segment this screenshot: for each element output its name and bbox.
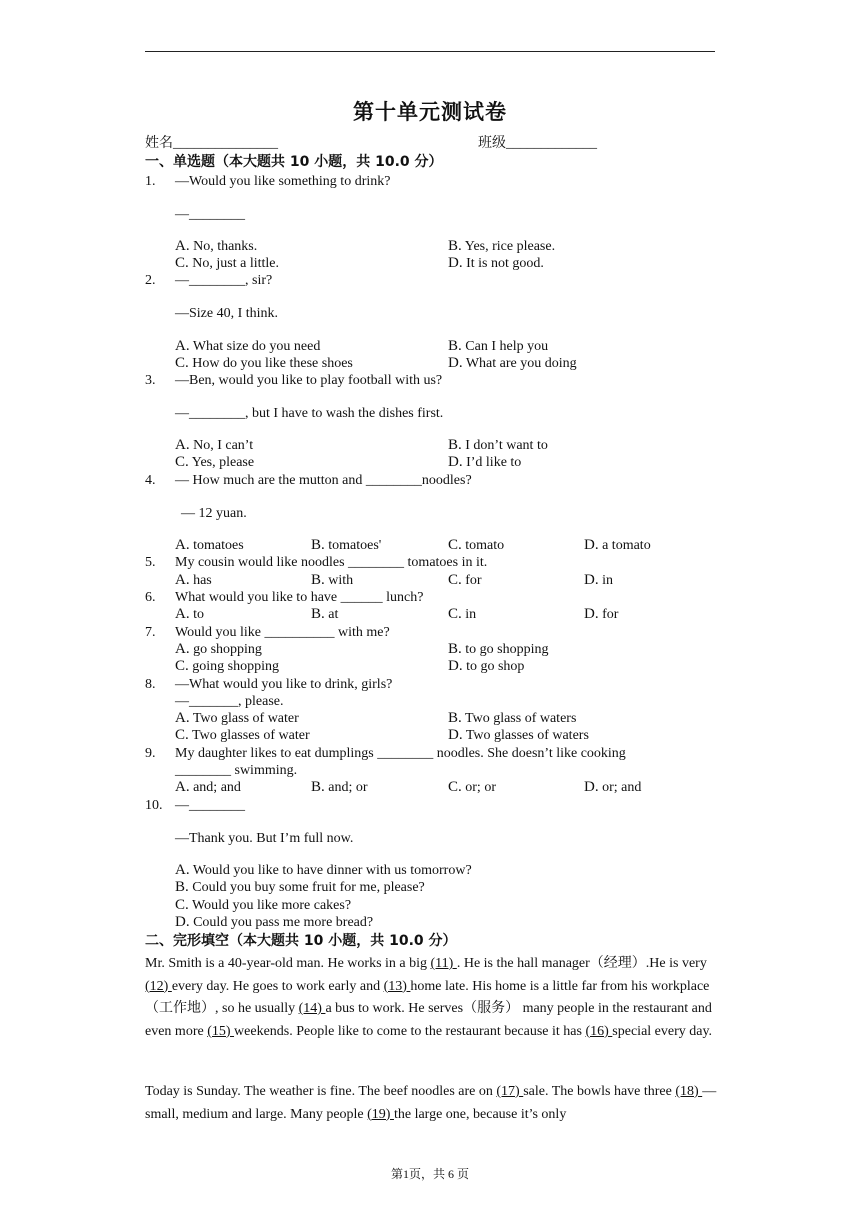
option-d bbox=[448, 658, 524, 675]
option-letter: A. bbox=[175, 338, 190, 354]
option-letter: C. bbox=[175, 454, 189, 470]
question-number: 10. bbox=[145, 798, 163, 813]
question-reply: —Size 40, I think. bbox=[175, 306, 279, 321]
option-text: Could you pass me more bread? bbox=[189, 915, 374, 930]
question-stem: —________, sir? bbox=[175, 273, 273, 288]
option-letter: B. bbox=[311, 572, 325, 588]
option-b bbox=[311, 572, 353, 589]
option-text: or; and bbox=[598, 780, 642, 795]
option-c bbox=[175, 658, 279, 675]
option-a bbox=[175, 779, 241, 796]
option-letter: C. bbox=[175, 255, 189, 271]
option-letter: B. bbox=[448, 238, 462, 254]
section2-header: 二、完形填空（本大题共 10 小题，共 10.0 分） bbox=[145, 933, 457, 949]
option-text: Two glass of waters bbox=[461, 711, 577, 726]
passage-text: . He is the hall manager（经理）.He is very bbox=[456, 956, 707, 971]
option-letter: D. bbox=[448, 255, 463, 271]
cloze-paragraph-2 bbox=[145, 1081, 720, 1126]
option-letter: D. bbox=[584, 572, 599, 588]
question-number: 5. bbox=[145, 555, 156, 570]
option-a bbox=[175, 338, 320, 355]
cloze-blank: (13) bbox=[383, 978, 411, 994]
option-a bbox=[175, 710, 299, 727]
option-text: to bbox=[189, 607, 204, 622]
cloze-blank: (19) bbox=[367, 1106, 394, 1122]
option-d bbox=[584, 537, 651, 554]
option-letter: A. bbox=[175, 779, 190, 795]
option-text: going shopping bbox=[188, 659, 279, 674]
option-b bbox=[448, 437, 548, 454]
option-letter: C. bbox=[448, 606, 462, 622]
question-reply: —_______, please. bbox=[175, 694, 284, 709]
option-letter: B. bbox=[448, 437, 462, 453]
class-field: 班级_____________ bbox=[478, 136, 597, 151]
option-a bbox=[175, 238, 257, 255]
question-number: 8. bbox=[145, 677, 156, 692]
passage-text: a bus to work. He serves（服务） many people in the restaurant and even more bbox=[145, 1001, 712, 1039]
question-number: 1. bbox=[145, 174, 156, 189]
option-a bbox=[175, 606, 204, 623]
option-text: What size do you need bbox=[189, 339, 321, 354]
option-a bbox=[175, 437, 253, 454]
option-letter: D. bbox=[448, 658, 463, 674]
passage-text: weekends. People like to come to the restaurant because it has bbox=[234, 1023, 586, 1039]
question-number: 3. bbox=[145, 373, 156, 388]
option-text: Two glasses of waters bbox=[462, 728, 589, 743]
option-text: has bbox=[189, 573, 212, 588]
option-text: and; or bbox=[324, 780, 368, 795]
option-b bbox=[448, 710, 576, 727]
option-b bbox=[311, 779, 368, 796]
passage-text: the large one, because it’s only bbox=[393, 1106, 567, 1122]
option-letter: A. bbox=[175, 606, 190, 622]
top-rule bbox=[145, 51, 715, 52]
question-stem: My daughter likes to eat dumplings ________ noodles. She doesn’t like cooking bbox=[175, 746, 626, 761]
option-text: in bbox=[461, 607, 477, 622]
passage-text: —small, medium and large. Many people bbox=[145, 1084, 717, 1122]
option-b bbox=[311, 606, 338, 623]
cloze-blank: (11) bbox=[430, 956, 457, 971]
option-d bbox=[448, 255, 544, 272]
option-b bbox=[448, 338, 548, 355]
option-text: in bbox=[598, 573, 613, 588]
option-letter: A. bbox=[175, 710, 190, 726]
option-text: a tomato bbox=[598, 538, 651, 553]
question-reply: —________ bbox=[175, 207, 245, 222]
cloze-blank: (15) bbox=[207, 1023, 235, 1039]
option-d bbox=[584, 779, 641, 796]
passage-text: Today is Sunday. The weather is fine. The beef noodles are on bbox=[145, 1084, 497, 1099]
option-letter: D. bbox=[584, 606, 599, 622]
option-d bbox=[448, 454, 521, 471]
option-letter: A. bbox=[175, 862, 190, 878]
option-letter: D. bbox=[448, 454, 463, 470]
option-letter: C. bbox=[175, 897, 189, 913]
option-letter: C. bbox=[448, 779, 462, 795]
question-reply: — 12 yuan. bbox=[181, 506, 247, 521]
option-letter: B. bbox=[311, 779, 325, 795]
section1-header: 一、单选题（本大题共 10 小题，共 10.0 分） bbox=[145, 154, 443, 170]
option-a bbox=[175, 572, 212, 589]
page-footer: 第1页，共 6 页 bbox=[390, 1167, 469, 1181]
option-text: Could you buy some fruit for me, please? bbox=[188, 880, 425, 895]
option-text: Can I help you bbox=[461, 339, 549, 354]
question-stem: —Ben, would you like to play football with us? bbox=[175, 373, 443, 388]
question-number: 7. bbox=[145, 625, 156, 640]
question-number: 4. bbox=[145, 473, 156, 488]
question-stem: Would you like __________ with me? bbox=[175, 625, 390, 640]
passage-text: sale. The bowls have three bbox=[523, 1084, 676, 1099]
option-b bbox=[175, 879, 425, 896]
option-c bbox=[448, 537, 504, 554]
passage-text: every day. He goes to work early and bbox=[171, 978, 384, 994]
option-text: It is not good. bbox=[462, 256, 544, 271]
cloze-blank: (18) bbox=[675, 1084, 703, 1099]
question-number: 9. bbox=[145, 746, 156, 761]
option-letter: B. bbox=[448, 641, 462, 657]
option-text: tomatoes' bbox=[324, 538, 382, 553]
option-d bbox=[448, 727, 589, 744]
option-letter: B. bbox=[311, 606, 325, 622]
name-field: 姓名_______________ bbox=[145, 136, 278, 151]
option-c bbox=[175, 897, 351, 914]
option-a bbox=[175, 641, 262, 658]
passage-text: home late. His home is a little far from his workplace（工作地）, so he usually bbox=[145, 978, 710, 1017]
option-d bbox=[448, 355, 577, 372]
option-letter: B. bbox=[175, 879, 189, 895]
page-title: 第十单元测试卷 bbox=[353, 100, 507, 124]
option-letter: C. bbox=[448, 537, 462, 553]
cloze-paragraph-1 bbox=[145, 953, 720, 1043]
option-text: Two glasses of water bbox=[188, 728, 310, 743]
option-text: Would you like to have dinner with us tomorrow? bbox=[189, 863, 472, 878]
option-text: with bbox=[324, 573, 354, 588]
option-text: go shopping bbox=[189, 642, 262, 657]
option-letter: A. bbox=[175, 437, 190, 453]
question-stem-continued: ________ swimming. bbox=[175, 763, 298, 778]
option-text: No, just a little. bbox=[188, 256, 279, 271]
option-b bbox=[311, 537, 381, 554]
option-a bbox=[175, 537, 244, 554]
question-stem: —________ bbox=[175, 798, 245, 813]
option-text: or; or bbox=[461, 780, 496, 795]
option-text: tomatoes bbox=[189, 538, 244, 553]
option-c bbox=[448, 606, 476, 623]
option-d bbox=[584, 572, 613, 589]
option-letter: B. bbox=[311, 537, 325, 553]
option-letter: C. bbox=[175, 658, 189, 674]
option-c bbox=[175, 727, 310, 744]
question-number: 6. bbox=[145, 590, 156, 605]
option-text: Yes, please bbox=[188, 455, 255, 470]
option-d bbox=[175, 914, 373, 931]
question-stem: —What would you like to drink, girls? bbox=[175, 677, 393, 692]
option-text: and; and bbox=[189, 780, 241, 795]
passage-text: special every day. bbox=[612, 1023, 713, 1039]
option-text: to go shop bbox=[462, 659, 525, 674]
option-c bbox=[175, 454, 254, 471]
option-letter: A. bbox=[175, 537, 190, 553]
option-c bbox=[448, 779, 496, 796]
option-letter: D. bbox=[448, 727, 463, 743]
option-text: How do you like these shoes bbox=[188, 356, 353, 371]
question-stem: My cousin would like noodles ________ tomatoes in it. bbox=[175, 555, 488, 570]
question-number: 2. bbox=[145, 273, 156, 288]
option-text: tomato bbox=[461, 538, 505, 553]
option-text: No, thanks. bbox=[189, 239, 258, 254]
option-letter: C. bbox=[175, 727, 189, 743]
option-text: for bbox=[598, 607, 619, 622]
option-letter: D. bbox=[584, 779, 599, 795]
question-stem: —Would you like something to drink? bbox=[175, 174, 391, 189]
cloze-blank: (12) bbox=[145, 978, 172, 994]
cloze-blank: (16) bbox=[585, 1023, 613, 1039]
option-text: to go shopping bbox=[461, 642, 549, 657]
question-reply: —________, but I have to wash the dishes first. bbox=[175, 406, 444, 421]
option-letter: A. bbox=[175, 641, 190, 657]
question-stem: What would you like to have ______ lunch? bbox=[175, 590, 424, 605]
option-b bbox=[448, 641, 549, 658]
option-c bbox=[448, 572, 482, 589]
cloze-blank: (14) bbox=[298, 1001, 326, 1017]
option-text: Would you like more cakes? bbox=[188, 898, 352, 913]
option-text: at bbox=[324, 607, 339, 622]
option-d bbox=[584, 606, 618, 623]
option-a bbox=[175, 862, 472, 879]
option-text: Two glass of water bbox=[189, 711, 299, 726]
option-c bbox=[175, 255, 279, 272]
option-text: for bbox=[461, 573, 482, 588]
question-reply: —Thank you. But I’m full now. bbox=[175, 831, 354, 846]
option-text: What are you doing bbox=[462, 356, 577, 371]
option-letter: D. bbox=[175, 914, 190, 930]
option-letter: B. bbox=[448, 710, 462, 726]
option-letter: A. bbox=[175, 572, 190, 588]
option-letter: C. bbox=[448, 572, 462, 588]
option-text: Yes, rice please. bbox=[461, 239, 556, 254]
passage-text: Mr. Smith is a 40-year-old man. He works in a big bbox=[145, 956, 431, 971]
option-text: I don’t want to bbox=[461, 438, 548, 453]
option-letter: D. bbox=[448, 355, 463, 371]
cloze-blank: (17) bbox=[496, 1084, 524, 1099]
option-text: I’d like to bbox=[462, 455, 522, 470]
option-letter: A. bbox=[175, 238, 190, 254]
question-stem: — How much are the mutton and ________noodles? bbox=[175, 473, 472, 488]
option-c bbox=[175, 355, 353, 372]
option-letter: C. bbox=[175, 355, 189, 371]
option-b bbox=[448, 238, 555, 255]
option-letter: D. bbox=[584, 537, 599, 553]
option-letter: B. bbox=[448, 338, 462, 354]
option-text: No, I can’t bbox=[189, 438, 254, 453]
